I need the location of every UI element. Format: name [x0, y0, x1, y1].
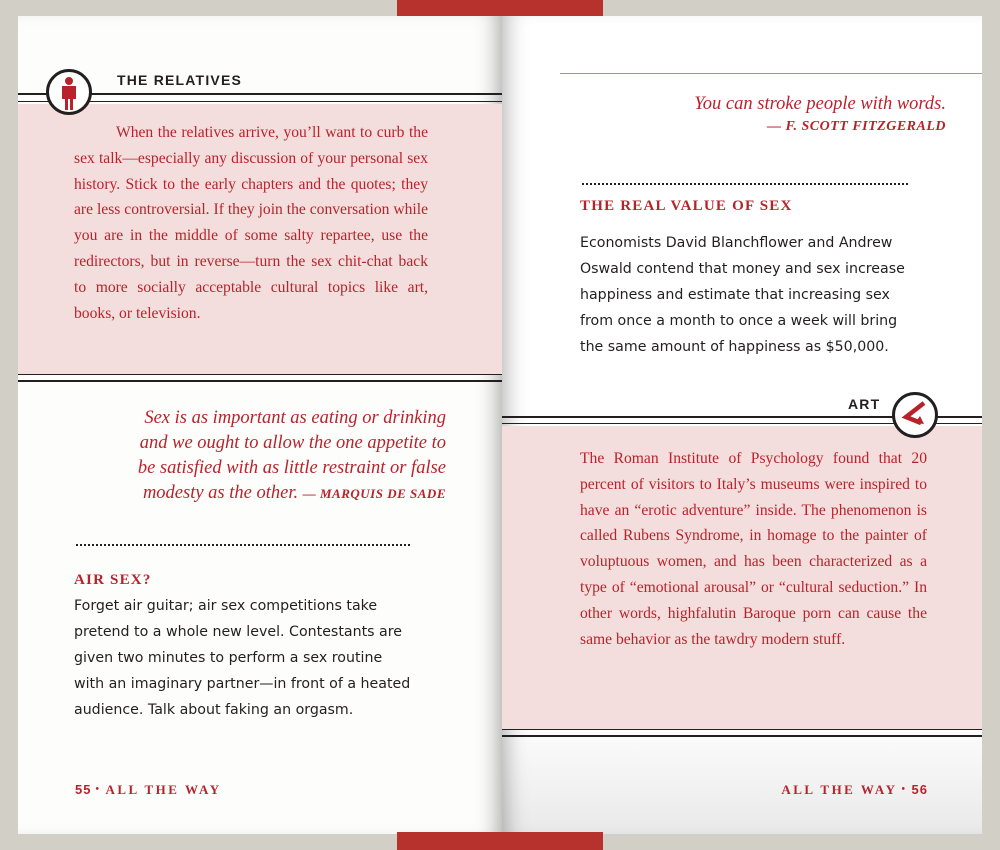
real-value-heading: THE REAL VALUE OF SEX	[580, 198, 793, 214]
rule-art-3	[502, 729, 982, 730]
fitzgerald-quote	[562, 92, 946, 137]
text-line: with an imaginary partner—in front of a heated	[74, 676, 411, 692]
text-line: Oswald contend that money and sex increase	[580, 261, 905, 277]
art-paragraph: The Roman Institute of Psychology found that 20 percent of visitors to Italy’s museums were inspired to have an “erotic adventure” inside. The phenomenon is called Rubens Syndrome, in homage to the painter of voluptuous women, and has been characterized as a type of “emotional arousal” or “cultural seduction.” In other words, highfalutin Baroque porn can cause the same behavior as the tawdry modern stuff.	[580, 450, 927, 648]
right-folio: ALL THE WAY • 56	[781, 782, 928, 797]
quote-line: and we ought to allow the one appetite to	[139, 433, 446, 453]
left-page	[18, 16, 502, 834]
text-line: happiness and estimate that increasing sex	[580, 287, 890, 303]
page-number: 55	[75, 782, 92, 797]
rule-mid-1	[18, 374, 502, 375]
rule-art-4	[502, 735, 982, 737]
air-sex-heading: AIR SEX?	[74, 572, 152, 588]
ribbon-bottom	[397, 832, 603, 850]
person-icon-badge	[46, 69, 92, 115]
text-line: the same amount of happiness as $50,000.	[580, 339, 889, 355]
dotted-divider	[582, 183, 908, 185]
rule-top-2	[18, 101, 502, 102]
quote-line: modesty as the other. — MARQUIS DE SADE	[142, 483, 446, 503]
text-line: Forget air guitar; air sex competitions take	[74, 598, 378, 614]
text-line: from once a month to once a week will bring	[580, 313, 898, 329]
real-value-paragraph	[580, 230, 960, 360]
art-section-title: ART	[848, 396, 881, 412]
rule-mid-2	[18, 380, 502, 382]
quote-attribution: — MARQUIS DE SADE	[302, 486, 446, 501]
quote-attribution: — F. SCOTT FITZGERALD	[766, 119, 946, 134]
air-sex-paragraph	[74, 593, 454, 723]
sade-quote	[40, 406, 446, 506]
person-icon	[49, 72, 89, 112]
running-title: ALL THE WAY	[781, 782, 898, 797]
running-title: ALL THE WAY	[105, 782, 222, 797]
quote-line: Sex is as important as eating or drinking	[144, 408, 446, 428]
arrow-icon-badge	[892, 392, 938, 438]
relatives-paragraph: When the relatives arrive, you’ll want to curb the sex talk—especially any discussion of your personal sex history. Stick to the early chapters and the quotes; they are less controversial. If they join the conversation while you are in the middle of some salty repartee, use the redirectors, but in reverse—turn the sex chit-chat back to more socially acceptable cultural topics like art, books, or television.	[74, 124, 428, 322]
text-line: Economists David Blanchflower and Andrew	[580, 235, 893, 251]
text-line: audience. Talk about faking an orgasm.	[74, 702, 354, 718]
text-line: pretend to a whole new level. Contestants are	[74, 624, 402, 640]
top-hairline	[560, 73, 982, 74]
quote-line: be satisfied with as little restraint or false	[137, 458, 446, 478]
left-folio: 55 • ALL THE WAY	[75, 782, 222, 797]
dotted-divider	[76, 544, 410, 546]
arrow-icon	[895, 395, 935, 435]
page-number: 56	[911, 782, 928, 797]
quote-text: You can stroke people with words.	[694, 94, 946, 114]
text-line: given two minutes to perform a sex routine	[74, 650, 383, 666]
relatives-section-title: THE RELATIVES	[117, 72, 243, 88]
right-page	[502, 16, 982, 834]
